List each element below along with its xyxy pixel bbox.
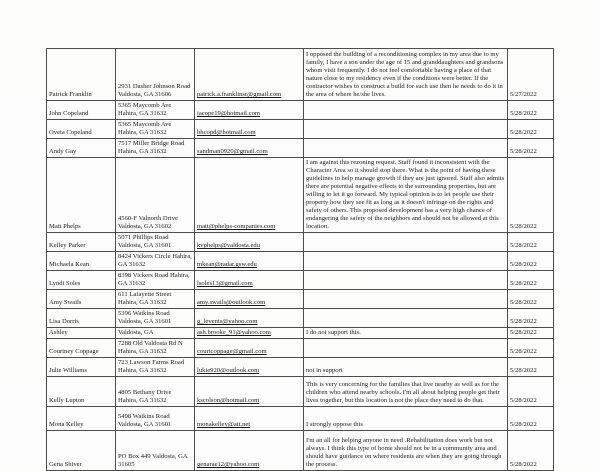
cell-email (195, 290, 304, 309)
cell-name: Courtney Coppage (47, 339, 116, 358)
table-row (47, 49, 554, 101)
cell-date: 5/28/2022 (508, 407, 554, 431)
cell-email (195, 407, 304, 431)
cell-comment (304, 290, 508, 309)
cell-name: Matt Phelps (47, 158, 116, 233)
cell-date: 5/28/2022 (508, 120, 554, 139)
cell-address: 5365 Maycomb Ave Hahira, GA 31632 (116, 120, 195, 139)
email-text: ash.brooke_91@yahoo.com (197, 329, 271, 336)
cell-name: Ashley (47, 328, 116, 339)
cell-address: 4805 Bethany Drive Hahira, GA 31632 (116, 377, 195, 407)
cell-address: 5396 Watkins Road Valdosta, GA 31601 (116, 309, 195, 328)
table-row (47, 101, 554, 120)
cell-name: Michaela Kean (47, 252, 116, 271)
cell-comment: I am against this rezoning request. Staff found it inconsistent with the Character Area so it should stop there. What is the point of having these guidelines to help manage growth if they are just ignored. Staff also admits there are potential negative effects to the surrounding properties, but are willing to let it go forward. My typical opinion is to let people use their property how they see fit as long as it doesn't infringe on the rights and safety of others. This proposed development has a very high chance of endangering the safety of the neighbors and should not be allowed at this location. (304, 158, 508, 233)
comments-table-body (47, 49, 554, 471)
cell-date: 5/28/2022 (508, 271, 554, 290)
email-text: mkean@radar.gsw.edu (197, 261, 257, 268)
cell-comment: I strongly oppose this (304, 407, 508, 431)
cell-name: Lisa Dorris (47, 309, 116, 328)
email-text: kvphelps@valdosta.edu (197, 242, 261, 249)
cell-date: 5/28/2022 (508, 233, 554, 252)
cell-address: 723 Lawson Farms Road Hahira, GA 31632 (116, 358, 195, 377)
email-text: bhcopd@hotmail.com (197, 129, 256, 136)
email-text: lukie920@outlook.com (197, 367, 260, 374)
cell-comment (304, 271, 508, 290)
cell-comment (304, 252, 508, 271)
email-text: sandman0920@gmail.com (197, 148, 268, 155)
cell-date: 5/27/2022 (508, 49, 554, 101)
email-text: matt@phelps-companies.com (197, 223, 276, 230)
cell-email (195, 328, 304, 339)
table-row (47, 120, 554, 139)
cell-address: PO Box 449 Valdosta, GA 31605 (116, 431, 195, 471)
cell-name: Kelley Parker (47, 233, 116, 252)
email-text: genarae12@yahoo.com (197, 461, 260, 468)
table-row (47, 339, 554, 358)
email-text: kscolson@hotmail.com (197, 397, 260, 404)
cell-name: Gena Shiver (47, 431, 116, 471)
cell-name: Amy Swails (47, 290, 116, 309)
cell-email (195, 431, 304, 471)
cell-address: 611 Lafayette Street Hahira, GA 31632 (116, 290, 195, 309)
email-text: monakelley@att.net (197, 421, 251, 428)
cell-address: 7288 Old Valdosta Rd N Hahira, GA 31632 (116, 339, 195, 358)
public-comments-table (46, 48, 554, 471)
cell-email (195, 271, 304, 290)
cell-date: 5/28/2022 (508, 339, 554, 358)
cell-name: Oveta Copeland (47, 120, 116, 139)
cell-name: Lyndi Soles (47, 271, 116, 290)
table-row (47, 377, 554, 407)
table-row (47, 431, 554, 471)
table-row (47, 271, 554, 290)
cell-comment: I do not support this. (304, 328, 508, 339)
cell-date: 5/28/2022 (508, 101, 554, 120)
table-row (47, 358, 554, 377)
cell-email (195, 101, 304, 120)
cell-address: Valdosta, GA (116, 328, 195, 339)
table-row (47, 328, 554, 339)
table-row (47, 252, 554, 271)
email-text: lsoles13@gmail.com (197, 280, 253, 287)
cell-email (195, 309, 304, 328)
table-row (47, 407, 554, 431)
cell-email (195, 120, 304, 139)
email-text: jacope19@hotmail.com (197, 110, 261, 117)
cell-address: 2931 Dasher Johnson Road Valdosta, GA 31606 (116, 49, 195, 101)
cell-date: 5/28/2022 (508, 252, 554, 271)
cell-name: Patrick Franklin (47, 49, 116, 101)
cell-email (195, 252, 304, 271)
cell-date: 5/28/2022 (508, 431, 554, 471)
cell-address: 7517 Miller Bridge Road Hahira, GA 31632 (116, 139, 195, 158)
cell-comment (304, 120, 508, 139)
cell-comment (304, 101, 508, 120)
email-text: courtcoppage@gmail.com (197, 348, 267, 355)
cell-date: 5/28/2022 (508, 328, 554, 339)
cell-name: Andy Gay (47, 139, 116, 158)
cell-email (195, 339, 304, 358)
cell-address: 8398 Vickers Road Hahira, GA 31632 (116, 271, 195, 290)
table-row (47, 233, 554, 252)
cell-email (195, 377, 304, 407)
cell-name: Mona Kelley (47, 407, 116, 431)
cell-address: 5498 Watkins Road Valdosta, GA 31601 (116, 407, 195, 431)
cell-date: 5/28/2022 (508, 309, 554, 328)
cell-email (195, 49, 304, 101)
cell-address: 5365 Maycomb Ave Hahira, GA 31632 (116, 101, 195, 120)
email-text: patrick.a.franklinsr@gmail.com (197, 91, 282, 98)
cell-name: Julie Williams (47, 358, 116, 377)
email-text: g_levents@yahoo.com (197, 318, 258, 325)
cell-date: 5/28/2022 (508, 158, 554, 233)
cell-name: John Copeland (47, 101, 116, 120)
cell-date: 5/28/2022 (508, 377, 554, 407)
table-row (47, 290, 554, 309)
cell-date: 5/28/2022 (508, 139, 554, 158)
cell-comment (304, 139, 508, 158)
cell-date: 5/28/2022 (508, 358, 554, 377)
cell-comment (304, 309, 508, 328)
cell-comment: This is very concerning for the families that live nearby as well as for the children who attend nearby schools. I'm all about helping people get their lives together, but this location is not the place they need to do that. (304, 377, 508, 407)
cell-email (195, 158, 304, 233)
cell-comment: not in support (304, 358, 508, 377)
cell-address: 8424 Vickers Circle Hahira, GA 31632 (116, 252, 195, 271)
cell-name: Kelly Lupton (47, 377, 116, 407)
table-row (47, 309, 554, 328)
table-row (47, 139, 554, 158)
email-text: amy.swails@outlook.com (197, 299, 266, 306)
table-row (47, 158, 554, 233)
cell-email (195, 139, 304, 158)
cell-comment (304, 233, 508, 252)
cell-email (195, 358, 304, 377)
cell-address: 5071 Phillips Road Valdosta, GA 31601 (116, 233, 195, 252)
cell-date: 5/28/2022 (508, 290, 554, 309)
cell-email (195, 233, 304, 252)
cell-address: 4560-F Valnorth Drive Valdosta, GA 31602 (116, 158, 195, 233)
cell-comment: I opposed the building of a reconditioning complex in my area due to my family, I have a son under the age of 15 and granddaughters and grandsons whom visit frequently. I do not feel comfortable having a place of that nature close to my residency even if the conditions were better. If the contractor wishes to construct a build for such use then he needs to do it in the area of where he/she lives. (304, 49, 508, 101)
cell-comment: I'm an all for helping anyone in need .Rehabilitation does work but not always. I think this type of home should not be in a community area and should have guidance on where residents are when they are going through the process. (304, 431, 508, 471)
cell-comment (304, 339, 508, 358)
